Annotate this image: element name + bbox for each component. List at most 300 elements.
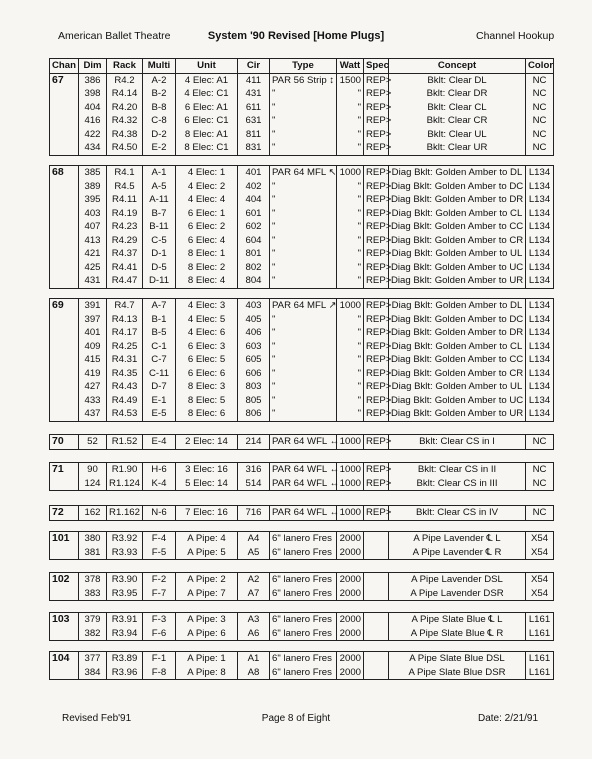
cell-concept: Bklt: Clear CS in III	[389, 477, 526, 491]
cell-multi: A-2	[143, 73, 176, 87]
cell-rack: R1.124	[107, 477, 143, 491]
cell-concept: Diag Bklt: Golden Amber to CC	[389, 353, 526, 367]
cell-cir: 801	[238, 247, 270, 261]
cell-watt: "	[337, 193, 364, 207]
cell-concept: Bklt: Clear DR	[389, 87, 526, 101]
channel-number	[50, 114, 79, 128]
cell-multi: B-1	[143, 313, 176, 327]
cell-dim: 379	[79, 613, 107, 627]
footer-date: Date: 2/21/91	[478, 713, 539, 724]
cell-rack: R1.52	[107, 435, 143, 450]
cell-color: NC	[526, 87, 554, 101]
cell-type: "	[270, 207, 337, 221]
table-row	[50, 532, 554, 546]
cell-color: L134	[526, 261, 554, 275]
cell-watt: 2000	[337, 573, 364, 587]
cell-unit: 6 Elec: 1	[176, 207, 238, 221]
cell-color: L161	[526, 666, 554, 680]
cell-color: L134	[526, 380, 554, 394]
cell-multi: D-1	[143, 247, 176, 261]
table-row	[50, 274, 554, 288]
cell-cir: 601	[238, 207, 270, 221]
table-row	[50, 627, 554, 641]
table-row	[50, 247, 554, 261]
column-header: Chan	[50, 59, 79, 74]
cell-unit: 6 Elec: 5	[176, 353, 238, 367]
cell-concept: Bklt: Clear UL	[389, 128, 526, 142]
cell-unit: 8 Elec: 5	[176, 394, 238, 408]
column-header: Spec	[364, 59, 389, 74]
cell-concept: Bklt: Clear DL	[389, 73, 526, 87]
cell-cir: A6	[238, 627, 270, 641]
cell-dim: 434	[79, 141, 107, 155]
cell-cir: 514	[238, 477, 270, 491]
cell-unit: 4 Elec: 5	[176, 313, 238, 327]
cell-multi: F-2	[143, 573, 176, 587]
cell-type: "	[270, 394, 337, 408]
cell-unit: 4 Elec: 1	[176, 166, 238, 180]
cell-cir: 611	[238, 101, 270, 115]
cell-watt: "	[337, 128, 364, 142]
cell-cir: 402	[238, 180, 270, 194]
cell-dim: 431	[79, 274, 107, 288]
cell-color: L134	[526, 220, 554, 234]
cell-dim: 386	[79, 73, 107, 87]
footer-page: Page 8 of Eight	[261, 713, 331, 724]
cell-type: 6" lanero Fres	[270, 613, 337, 627]
cell-cir: 214	[238, 435, 270, 450]
column-header: Unit	[176, 59, 238, 74]
table-row	[50, 340, 554, 354]
cell-dim: 419	[79, 367, 107, 381]
table-row	[50, 326, 554, 340]
table-row	[50, 193, 554, 207]
cell-spec	[364, 652, 389, 666]
cell-spec: REP>	[364, 166, 389, 180]
cell-spec	[364, 613, 389, 627]
cell-unit: 4 Elec: C1	[176, 87, 238, 101]
cell-cir: 811	[238, 128, 270, 142]
cell-spec	[364, 546, 389, 560]
cell-unit: A Pipe: 1	[176, 652, 238, 666]
cell-rack: R4.1	[107, 166, 143, 180]
cell-rack: R4.11	[107, 193, 143, 207]
cell-type: 6" lanero Fres	[270, 666, 337, 680]
cell-rack: R4.35	[107, 367, 143, 381]
cell-watt: 1000	[337, 506, 364, 521]
cell-type: "	[270, 114, 337, 128]
cell-spec: REP>	[364, 87, 389, 101]
cell-watt: 1000	[337, 299, 364, 313]
cell-watt: "	[337, 340, 364, 354]
cell-rack: R4.31	[107, 353, 143, 367]
cell-watt: 2000	[337, 587, 364, 601]
column-header: Rack	[107, 59, 143, 74]
cell-cir: 631	[238, 114, 270, 128]
cell-dim: 415	[79, 353, 107, 367]
cell-spec: REP>	[364, 193, 389, 207]
table-row	[50, 261, 554, 275]
cell-color: X54	[526, 546, 554, 560]
cell-multi: E-1	[143, 394, 176, 408]
cell-watt: 2000	[337, 652, 364, 666]
cell-rack: R4.17	[107, 326, 143, 340]
cell-type: 6" lanero Fres	[270, 587, 337, 601]
channel-number	[50, 274, 79, 288]
cell-cir: 403	[238, 299, 270, 313]
cell-unit: 6 Elec: 6	[176, 367, 238, 381]
cell-watt: "	[337, 261, 364, 275]
channel-number: 104	[50, 652, 79, 666]
cell-cir: 431	[238, 87, 270, 101]
cell-color: L134	[526, 247, 554, 261]
table-row	[50, 613, 554, 627]
cell-color: L134	[526, 193, 554, 207]
channel-number	[50, 367, 79, 381]
cell-concept: Diag Bklt: Golden Amber to UL	[389, 247, 526, 261]
channel-number	[50, 394, 79, 408]
cell-color: L134	[526, 234, 554, 248]
cell-cir: 316	[238, 463, 270, 477]
table-row	[50, 220, 554, 234]
cell-unit: A Pipe: 8	[176, 666, 238, 680]
channel-number: 70	[50, 435, 79, 450]
cell-spec: REP>	[364, 101, 389, 115]
table-row	[50, 573, 554, 587]
cell-type: 6" lanero Fres	[270, 573, 337, 587]
cell-watt: "	[337, 247, 364, 261]
channel-number	[50, 546, 79, 560]
cell-watt: "	[337, 234, 364, 248]
cell-cir: 806	[238, 407, 270, 421]
cell-cir: 803	[238, 380, 270, 394]
cell-unit: 8 Elec: 3	[176, 380, 238, 394]
cell-multi: B-5	[143, 326, 176, 340]
cell-type: PAR 56 Strip ↕	[270, 73, 337, 87]
cell-cir: 602	[238, 220, 270, 234]
cell-watt: "	[337, 326, 364, 340]
cell-concept: Bklt: Clear CR	[389, 114, 526, 128]
cell-dim: 90	[79, 463, 107, 477]
cell-dim: 404	[79, 101, 107, 115]
cell-rack: R3.89	[107, 652, 143, 666]
cell-watt: "	[337, 101, 364, 115]
column-header: Dim	[79, 59, 107, 74]
cell-rack: R4.50	[107, 141, 143, 155]
cell-watt: 1000	[337, 463, 364, 477]
table-row	[50, 299, 554, 313]
cell-watt: 2000	[337, 666, 364, 680]
cell-multi: B-8	[143, 101, 176, 115]
cell-cir: 411	[238, 73, 270, 87]
cell-watt: 2000	[337, 627, 364, 641]
cell-spec: REP>	[364, 353, 389, 367]
cell-concept: A Pipe Slate Blue DSL	[389, 652, 526, 666]
cell-unit: A Pipe: 7	[176, 587, 238, 601]
cell-type: "	[270, 367, 337, 381]
table-row	[50, 166, 554, 180]
cell-dim: 391	[79, 299, 107, 313]
cell-unit: 8 Elec: 4	[176, 274, 238, 288]
cell-type: "	[270, 141, 337, 155]
channel-block-72	[49, 505, 554, 521]
cell-watt: 1500	[337, 73, 364, 87]
cell-cir: A7	[238, 587, 270, 601]
cell-concept: Diag Bklt: Golden Amber to DL	[389, 299, 526, 313]
cell-dim: 385	[79, 166, 107, 180]
cell-type: "	[270, 128, 337, 142]
cell-color: L161	[526, 613, 554, 627]
table-row	[50, 435, 554, 450]
cell-watt: "	[337, 394, 364, 408]
cell-multi: F-7	[143, 587, 176, 601]
table-row	[50, 87, 554, 101]
cell-spec: REP>	[364, 477, 389, 491]
table-row	[50, 353, 554, 367]
cell-color: L134	[526, 326, 554, 340]
cell-cir: 805	[238, 394, 270, 408]
cell-spec: REP>	[364, 299, 389, 313]
cell-color: L134	[526, 180, 554, 194]
cell-spec: REP>	[364, 313, 389, 327]
cell-concept: Diag Bklt: Golden Amber to DC	[389, 180, 526, 194]
channel-number	[50, 587, 79, 601]
cell-spec: REP>	[364, 114, 389, 128]
cell-rack: R4.19	[107, 207, 143, 221]
channel-number: 68	[50, 166, 79, 180]
cell-multi: C-1	[143, 340, 176, 354]
table-row	[50, 394, 554, 408]
cell-color: L134	[526, 166, 554, 180]
cell-color: NC	[526, 73, 554, 87]
channel-number: 67	[50, 73, 79, 87]
cell-multi: D-11	[143, 274, 176, 288]
cell-multi: K-4	[143, 477, 176, 491]
cell-watt: "	[337, 407, 364, 421]
cell-rack: R3.92	[107, 532, 143, 546]
cell-unit: 8 Elec: 6	[176, 407, 238, 421]
column-header: Multi	[143, 59, 176, 74]
cell-concept: A Pipe Lavender DSL	[389, 573, 526, 587]
table-row	[50, 587, 554, 601]
cell-dim: 383	[79, 587, 107, 601]
cell-dim: 382	[79, 627, 107, 641]
cell-dim: 380	[79, 532, 107, 546]
header-row	[50, 59, 554, 74]
cell-rack: R4.2	[107, 73, 143, 87]
cell-rack: R1.162	[107, 506, 143, 521]
cell-cir: A3	[238, 613, 270, 627]
cell-concept: Diag Bklt: Golden Amber to DL	[389, 166, 526, 180]
cell-type: 6" lanero Fres	[270, 627, 337, 641]
cell-type: PAR 64 WFL ↔	[270, 506, 337, 521]
cell-watt: "	[337, 313, 364, 327]
cell-type: 6" lanero Fres	[270, 652, 337, 666]
column-header: Color	[526, 59, 554, 74]
cell-unit: 6 Elec: C1	[176, 114, 238, 128]
cell-concept: Diag Bklt: Golden Amber to UC	[389, 261, 526, 275]
cell-rack: R3.94	[107, 627, 143, 641]
cell-type: PAR 64 WFL ↔	[270, 435, 337, 450]
channel-number	[50, 87, 79, 101]
channel-number	[50, 340, 79, 354]
cell-type: "	[270, 274, 337, 288]
cell-concept: Bklt: Clear CS in I	[389, 435, 526, 450]
cell-unit: 2 Elec: 14	[176, 435, 238, 450]
cell-type: "	[270, 353, 337, 367]
cell-rack: R4.32	[107, 114, 143, 128]
cell-color: L134	[526, 313, 554, 327]
cell-spec: REP>	[364, 367, 389, 381]
table-row	[50, 114, 554, 128]
column-header: Cir	[238, 59, 270, 74]
cell-multi: F-1	[143, 652, 176, 666]
cell-dim: 421	[79, 247, 107, 261]
cell-dim: 433	[79, 394, 107, 408]
cell-spec: REP>	[364, 180, 389, 194]
cell-type: PAR 64 MFL ↗	[270, 299, 337, 313]
cell-watt: "	[337, 114, 364, 128]
cell-spec: REP>	[364, 234, 389, 248]
cell-cir: 604	[238, 234, 270, 248]
cell-concept: A Pipe Lavender ℄ R	[389, 546, 526, 560]
cell-concept: A Pipe Slate Blue ℄ R	[389, 627, 526, 641]
cell-multi: D-2	[143, 128, 176, 142]
cell-rack: R4.47	[107, 274, 143, 288]
channel-number	[50, 407, 79, 421]
cell-cir: 405	[238, 313, 270, 327]
table-row	[50, 506, 554, 521]
cell-cir: 605	[238, 353, 270, 367]
channel-number	[50, 380, 79, 394]
cell-concept: Bklt: Clear UR	[389, 141, 526, 155]
cell-cir: 406	[238, 326, 270, 340]
cell-type: PAR 64 WFL ↔	[270, 477, 337, 491]
cell-color: X54	[526, 532, 554, 546]
channel-block-68	[49, 165, 554, 289]
channel-block-67	[49, 58, 554, 156]
cell-watt: "	[337, 274, 364, 288]
cell-unit: 6 Elec: 2	[176, 220, 238, 234]
cell-spec: REP>	[364, 380, 389, 394]
channel-number	[50, 128, 79, 142]
cell-rack: R4.14	[107, 87, 143, 101]
cell-concept: Bklt: Clear CL	[389, 101, 526, 115]
channel-number	[50, 313, 79, 327]
cell-dim: 384	[79, 666, 107, 680]
cell-cir: A5	[238, 546, 270, 560]
cell-concept: Diag Bklt: Golden Amber to DR	[389, 326, 526, 340]
cell-multi: N-6	[143, 506, 176, 521]
cell-color: L134	[526, 353, 554, 367]
cell-unit: 6 Elec: 4	[176, 234, 238, 248]
cell-rack: R4.37	[107, 247, 143, 261]
cell-unit: 6 Elec: A1	[176, 101, 238, 115]
cell-rack: R4.20	[107, 101, 143, 115]
cell-rack: R4.23	[107, 220, 143, 234]
cell-concept: Diag Bklt: Golden Amber to CR	[389, 367, 526, 381]
channel-number	[50, 353, 79, 367]
cell-watt: 2000	[337, 613, 364, 627]
cell-concept: Diag Bklt: Golden Amber to DR	[389, 193, 526, 207]
cell-unit: A Pipe: 4	[176, 532, 238, 546]
column-header: Concept	[389, 59, 526, 74]
cell-unit: 4 Elec: 2	[176, 180, 238, 194]
cell-watt: 1000	[337, 166, 364, 180]
cell-spec: REP>	[364, 207, 389, 221]
cell-concept: Bklt: Clear CS in II	[389, 463, 526, 477]
document-title: System '90 Revised [Home Plugs]	[207, 30, 385, 42]
channel-number	[50, 141, 79, 155]
cell-color: L134	[526, 340, 554, 354]
cell-watt: "	[337, 207, 364, 221]
cell-cir: 716	[238, 506, 270, 521]
cell-concept: Diag Bklt: Golden Amber to CL	[389, 340, 526, 354]
cell-unit: 4 Elec: 4	[176, 193, 238, 207]
table-row	[50, 313, 554, 327]
cell-spec: REP>	[364, 128, 389, 142]
cell-spec: REP>	[364, 73, 389, 87]
cell-multi: E-4	[143, 435, 176, 450]
cell-watt: 2000	[337, 532, 364, 546]
cell-multi: C-5	[143, 234, 176, 248]
cell-color: L134	[526, 274, 554, 288]
cell-spec: REP>	[364, 394, 389, 408]
cell-rack: R4.5	[107, 180, 143, 194]
cell-rack: R3.95	[107, 587, 143, 601]
cell-unit: A Pipe: 2	[176, 573, 238, 587]
cell-rack: R4.41	[107, 261, 143, 275]
channel-block-71	[49, 462, 554, 491]
cell-multi: A-1	[143, 166, 176, 180]
cell-concept: Diag Bklt: Golden Amber to UR	[389, 274, 526, 288]
cell-type: PAR 64 WFL ↔	[270, 463, 337, 477]
cell-spec	[364, 666, 389, 680]
table-row	[50, 180, 554, 194]
channel-block-104	[49, 651, 554, 680]
channel-number	[50, 220, 79, 234]
table-row	[50, 666, 554, 680]
cell-spec	[364, 573, 389, 587]
cell-cir: 804	[238, 274, 270, 288]
cell-spec: REP>	[364, 274, 389, 288]
channel-number: 71	[50, 463, 79, 477]
cell-rack: R3.90	[107, 573, 143, 587]
channel-block-69	[49, 298, 554, 422]
cell-type: "	[270, 193, 337, 207]
table-row	[50, 380, 554, 394]
channel-number	[50, 193, 79, 207]
column-header: Type	[270, 59, 337, 74]
org-name: American Ballet Theatre	[58, 30, 171, 42]
cell-rack: R4.29	[107, 234, 143, 248]
cell-concept: Diag Bklt: Golden Amber to UR	[389, 407, 526, 421]
channel-number	[50, 247, 79, 261]
cell-concept: A Pipe Slate Blue DSR	[389, 666, 526, 680]
cell-spec: REP>	[364, 261, 389, 275]
cell-concept: A Pipe Lavender ℄ L	[389, 532, 526, 546]
cell-cir: A4	[238, 532, 270, 546]
cell-multi: B-7	[143, 207, 176, 221]
cell-dim: 52	[79, 435, 107, 450]
cell-dim: 437	[79, 407, 107, 421]
cell-concept: Diag Bklt: Golden Amber to DC	[389, 313, 526, 327]
cell-cir: 802	[238, 261, 270, 275]
cell-dim: 381	[79, 546, 107, 560]
footer-revised: Revised Feb'91	[62, 713, 132, 724]
channel-number	[50, 477, 79, 491]
cell-color: NC	[526, 435, 554, 450]
